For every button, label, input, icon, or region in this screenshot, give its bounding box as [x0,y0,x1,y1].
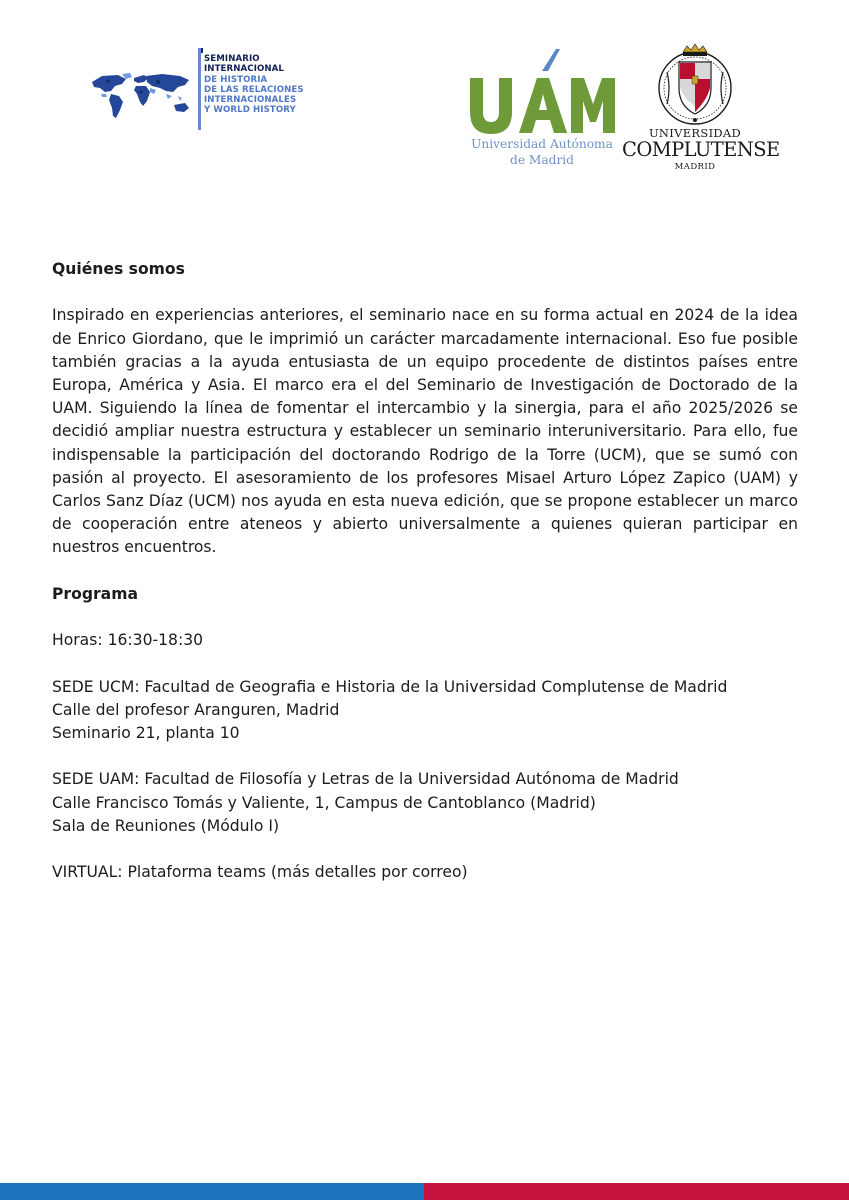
ucm-seal-icon [649,42,741,126]
uam-logo [467,46,619,176]
sede-uam-line: Calle Francisco Tomás y Valiente, 1, Campus de Cantoblanco (Madrid) [52,793,596,812]
about-paragraph: Inspirado en experiencias anteriores, el seminario nace en su forma actual en 2024 de la idea de Enrico Giordano, que le imprimió un carácter marcadamente internacional. Eso fue posible también gracias a la ayuda entusiasta de un equipo procedente de distintos países entre Europa, América y Asia. El marco era el del Seminario de Investigación de Doctorado de la UAM. Siguiendo la línea de fomentar el intercambio y la sinergia, para el año 2025/2026 se decidió ampliar nuestra estructura y establecer un seminario interuniversitario. Para ello, fue indispensable la participación del doctorando Rodrigo de la Torre (UCM), que se sumó con pasión al proyecto. El asesoramiento de los profesores Misael Arturo López Zapico (UAM) y Carlos Sanz Díaz (UCM) nos ayuda en esta nueva edición, que se propone establecer un marco de cooperación entre ateneos y abierto universalmente a quienes quieran participar en nuestros encuentros. [52,306,798,557]
world-map-icon [88,72,196,124]
logo-divider [198,48,201,130]
ucm-logo-line: COMPLUTENSE [622,138,780,161]
uam-name-line: Universidad Autónoma [471,137,613,151]
footer-bar-blue [0,1183,424,1200]
footer-bar-red [424,1183,849,1200]
ucm-logo-line: MADRID [674,162,716,172]
seminar-logo-line: DE HISTORIA [204,74,268,85]
sede-uam-line: Sala de Reuniones (Módulo I) [52,816,280,835]
seminar-logo-line: SEMINARIO [204,54,260,64]
seminar-logo-text [204,54,304,116]
seminar-logo-line: Y WORLD HISTORY [204,105,296,116]
ucm-logo-line: UNIVERSIDAD [648,126,742,140]
sede-ucm-line: SEDE UCM: Facultad de Geografia e Historia de la Universidad Complutense de Madrid [52,677,728,696]
uam-name-line: de Madrid [510,152,574,167]
uam-logo-text [467,137,617,168]
seminar-logo-line: DE LAS RELACIONES [204,84,304,95]
section-heading-quienes: Quiénes somos [52,260,185,278]
section-heading-programa: Programa [52,584,138,603]
document-body [52,258,798,884]
ucm-logo [622,42,780,182]
seminar-logo-line: INTERNACIONAL [204,64,285,75]
sede-ucm-line: Calle del profesor Aranguren, Madrid [52,700,340,719]
virtual-line: VIRTUAL: Plataforma teams (más detalles por correo) [52,863,468,882]
sede-uam-line: SEDE UAM: Facultad de Filosofía y Letras de la Universidad Autónoma de Madrid [52,770,679,789]
schedule-hours: Horas: 16:30-18:30 [52,631,204,650]
sede-ucm-line: Seminario 21, planta 10 [52,724,240,742]
seminar-logo-line: INTERNACIONALES [204,95,297,106]
seminar-logo [88,48,303,136]
uam-wordmark [467,46,617,136]
